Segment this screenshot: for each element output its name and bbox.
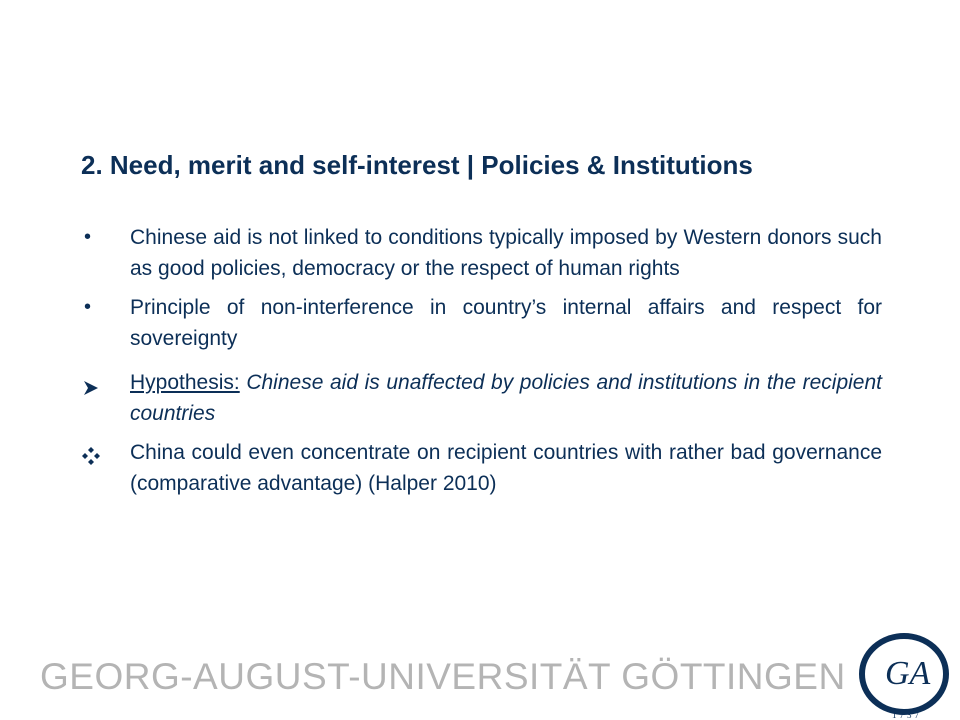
hypothesis-text: Chinese aid is unaffected by policies and institutions in the recipient countries: [130, 371, 882, 425]
list-item: [82, 222, 882, 284]
university-seal-icon: [852, 626, 956, 720]
slide-title: 2. Need, merit and self-interest | Policies & Institutions: [81, 150, 753, 180]
university-wordmark: GEORG-AUGUST-UNIVERSITÄT GÖTTINGEN: [40, 656, 846, 697]
bullet-list: [82, 222, 882, 507]
list-item: [82, 437, 882, 499]
four-diamond-icon: [82, 443, 122, 474]
bullet-marker: •: [84, 226, 92, 248]
bullet-text: China could even concentrate on recipient countries with rather bad governance (comparative advantage) (Halper 2010): [130, 441, 882, 495]
list-item: [82, 367, 882, 429]
seal-letters: GA: [885, 655, 931, 692]
bullet-marker: •: [84, 296, 92, 318]
list-item: [82, 292, 882, 354]
seal-year: 1737: [892, 710, 922, 720]
bullet-text: Principle of non-interference in country’s internal affairs and respect for sovereignty: [130, 296, 882, 350]
bullet-text: Chinese aid is not linked to conditions typically imposed by Western donors such as good policies, democracy or the respect of human rights: [130, 226, 882, 280]
hypothesis-label: Hypothesis:: [130, 371, 240, 394]
arrow-right-icon: [83, 374, 123, 405]
